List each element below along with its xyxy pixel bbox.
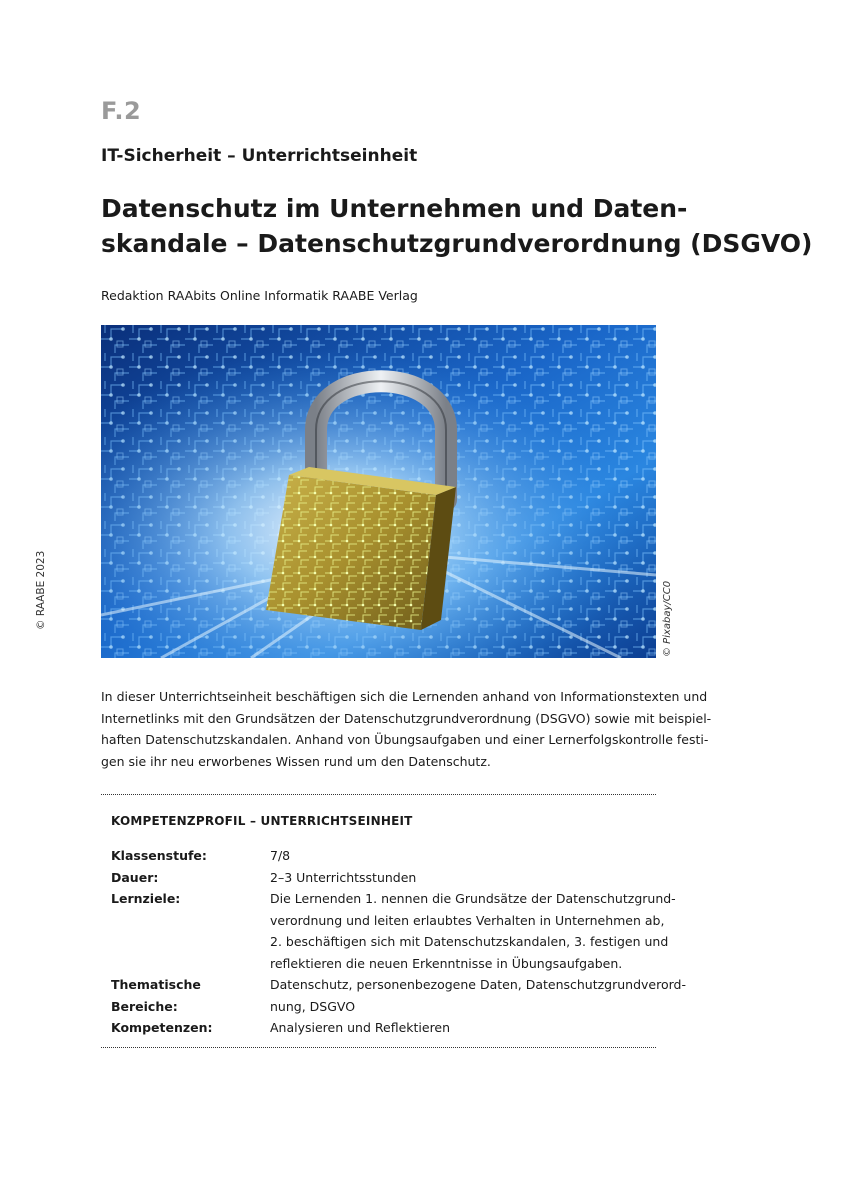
profile-row-grade	[111, 845, 656, 867]
profile-value	[270, 867, 656, 889]
profile-value-line: nung, DSGVO	[270, 998, 356, 1014]
page-title-line: skandale – Datenschutzgrundverordnung (DSGVO)	[101, 229, 813, 258]
intro-line: gen sie ihr neu erworbenes Wissen rund um den Datenschutz.	[101, 753, 491, 769]
image-credit: © Pixabay/CC0	[662, 580, 673, 657]
profile-value-line: Datenschutz, personenbezogene Daten, Datenschutzgrundverord-	[270, 977, 686, 992]
profile-value-line: 2–3 Unterrichtsstunden	[270, 869, 417, 885]
profile-value	[270, 888, 676, 974]
copyright-notice: © RAABE 2023	[35, 550, 47, 630]
profile-value-line: Analysieren und Reflektieren	[270, 1020, 451, 1035]
series-title: IT-Sicherheit – Unterrichtseinheit	[101, 146, 418, 166]
intro-line: In dieser Unterrichtseinheit beschäftigen sich die Lernenden anhand von Informationstexten und	[101, 689, 708, 704]
profile-heading: KOMPETENZPROFIL – UNTERRICHTSEINHEIT	[111, 814, 413, 828]
profile-row-goals	[111, 888, 676, 974]
profile-value	[270, 845, 656, 867]
profile-value-line: verordnung und leiten erlaubtes Verhalten in Unternehmen ab,	[270, 912, 665, 928]
divider-top	[101, 794, 656, 795]
profile-row-topics	[111, 974, 686, 1017]
competence-profile	[111, 845, 686, 1039]
profile-label: Lernziele:	[111, 891, 181, 906]
profile-row-competences	[111, 1017, 656, 1039]
author-line: Redaktion RAAbits Online Informatik RAABE Verlag	[101, 288, 418, 303]
chapter-code: F.2	[101, 97, 142, 125]
hero-image-padlock	[101, 325, 656, 658]
page-title-line: Datenschutz im Unternehmen und Daten-	[101, 194, 688, 223]
profile-value-line: Die Lernenden 1. nennen die Grundsätze der Datenschutzgrund-	[270, 891, 676, 906]
profile-value-line: 7/8	[270, 848, 291, 863]
profile-value	[270, 974, 686, 1017]
profile-label: Thematische Bereiche:	[111, 977, 201, 1014]
intro-line: haften Datenschutzskandalen. Anhand von Übungsaufgaben und einer Lernerfolgskontrolle festi-	[101, 732, 709, 747]
profile-label: Dauer:	[111, 869, 159, 885]
profile-label: Klassenstufe:	[111, 848, 207, 863]
profile-value-line: reflektieren die neuen Erkenntnisse in Übungsaufgaben.	[270, 955, 623, 971]
intro-paragraph	[101, 686, 712, 772]
profile-value-line: 2. beschäftigen sich mit Datenschutzskandalen, 3. festigen und	[270, 934, 669, 949]
profile-row-duration	[111, 867, 656, 889]
profile-value	[270, 1017, 656, 1039]
divider-bottom	[101, 1047, 656, 1048]
profile-label: Kompetenzen:	[111, 1020, 213, 1035]
intro-line: Internetlinks mit den Grundsätzen der Datenschutzgrundverordnung (DSGVO) sowie mit beispiel-	[101, 710, 712, 726]
page-title	[101, 191, 813, 261]
